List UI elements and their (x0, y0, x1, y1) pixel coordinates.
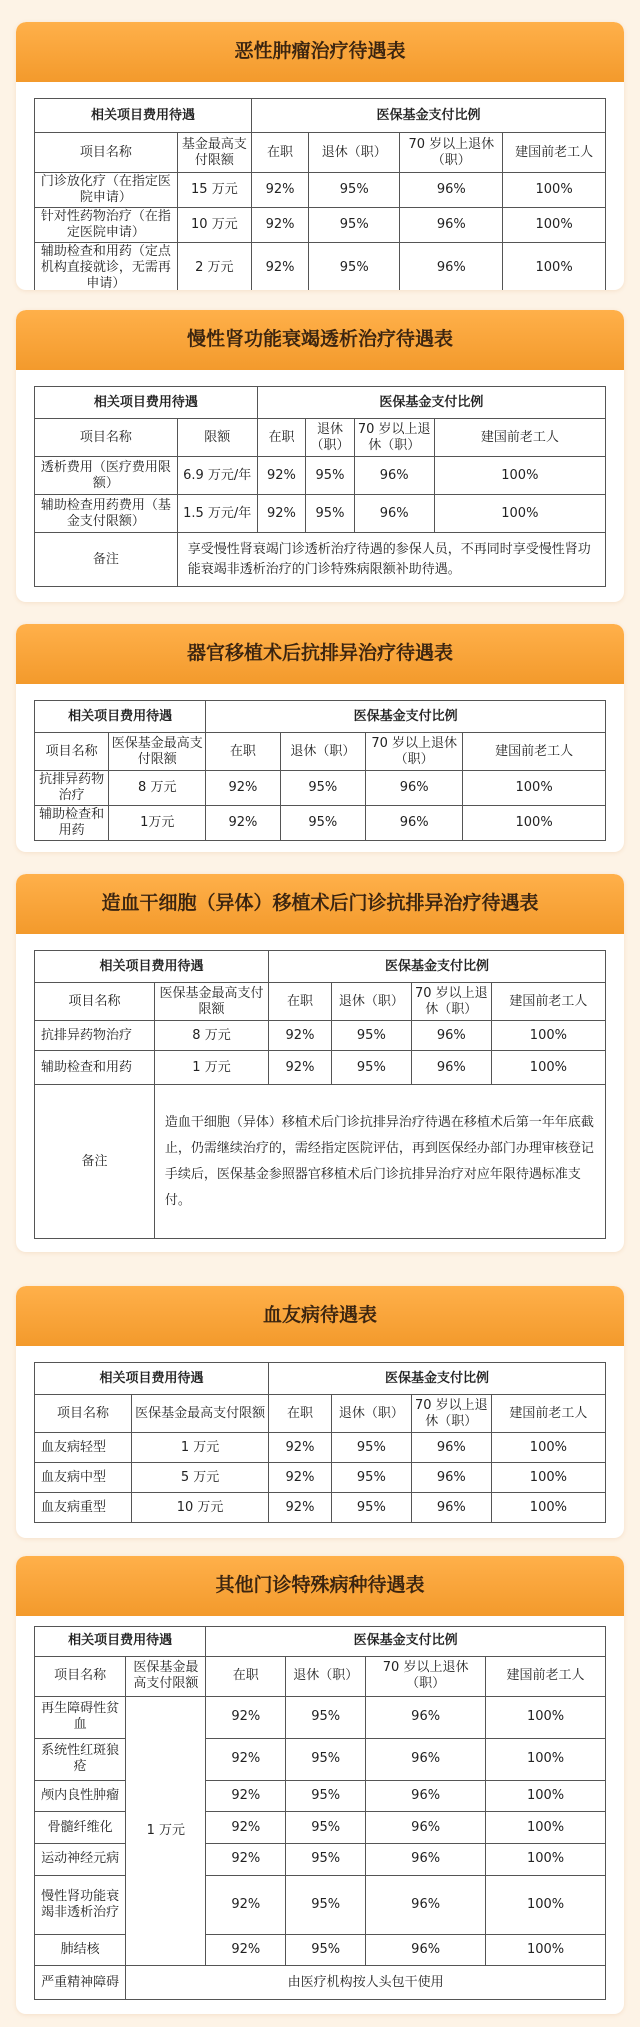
cell: 颅内良性肿瘤 (35, 1780, 126, 1812)
table-row (35, 771, 606, 806)
cell: 92% (206, 1844, 286, 1876)
cell: 92% (257, 457, 306, 495)
group-header-right: 医保基金支付比例 (269, 951, 606, 983)
cell: 针对性药物治疗（在指定医院申请） (35, 208, 178, 243)
column-header: 医保基金最高支付限额 (126, 1656, 206, 1696)
cell: 100% (503, 208, 606, 243)
cell: 92% (206, 1875, 286, 1934)
cell: 95% (306, 495, 355, 533)
cell: 92% (269, 1493, 332, 1523)
cell: 辅助检查和用药 (35, 1051, 155, 1085)
cell: 100% (486, 1738, 606, 1780)
cell: 10 万元 (177, 208, 251, 243)
cell: 血友病重型 (35, 1493, 132, 1523)
table-other-special-diseases (34, 1626, 606, 2000)
cell: 95% (280, 771, 366, 806)
column-header: 在职 (269, 983, 332, 1021)
cell: 100% (491, 1463, 605, 1493)
cell: 92% (269, 1051, 332, 1085)
card-other-special-diseases (16, 1556, 624, 2014)
group-header-left: 相关项目费用待遇 (35, 1363, 269, 1395)
column-header: 项目名称 (35, 983, 155, 1021)
card-title: 恶性肿瘤治疗待遇表 (16, 22, 624, 82)
cell: 95% (309, 243, 400, 291)
column-header: 医保基金最高支付限额 (109, 733, 206, 771)
cell: 96% (400, 243, 503, 291)
group-header-left: 相关项目费用待遇 (35, 701, 206, 733)
cell: 95% (309, 208, 400, 243)
table-row (35, 1780, 606, 1812)
cell: 92% (269, 1463, 332, 1493)
column-header: 退休（职） (331, 1395, 411, 1433)
column-header: 医保基金最高支付限额 (154, 983, 268, 1021)
table-row (35, 806, 606, 841)
cell: 95% (286, 1844, 366, 1876)
cell: 95% (331, 1051, 411, 1085)
column-header: 建国前老工人 (434, 419, 605, 457)
column-header: 70 岁以上退休（职） (411, 1395, 491, 1433)
cell: 95% (331, 1021, 411, 1051)
cell: 10 万元 (132, 1493, 269, 1523)
column-header: 项目名称 (35, 419, 178, 457)
column-header: 70 岁以上退休（职） (366, 1656, 486, 1696)
group-header-right: 医保基金支付比例 (206, 701, 606, 733)
card-organ-transplant (16, 624, 624, 852)
cell: 100% (463, 806, 606, 841)
cell: 96% (366, 1780, 486, 1812)
group-header-left: 相关项目费用待遇 (35, 951, 269, 983)
cell: 血友病中型 (35, 1463, 132, 1493)
group-header-right: 医保基金支付比例 (257, 387, 605, 419)
cell: 抗排异药物治疗 (35, 771, 109, 806)
cell: 95% (331, 1493, 411, 1523)
note-label: 备注 (35, 533, 178, 587)
cell: 96% (411, 1021, 491, 1051)
group-header-right: 医保基金支付比例 (269, 1363, 606, 1395)
cell: 辅助检查和用药 (35, 806, 109, 841)
card-title: 器官移植术后抗排异治疗待遇表 (16, 624, 624, 684)
table-organ-transplant (34, 700, 606, 841)
cell: 100% (491, 1433, 605, 1463)
cell: 92% (206, 806, 280, 841)
column-header: 基金最高支付限额 (177, 133, 251, 173)
table-row (35, 1021, 606, 1051)
cell: 100% (486, 1812, 606, 1844)
table-malignant-tumor (34, 98, 606, 290)
column-header: 建国前老工人 (491, 1395, 605, 1433)
table-row (35, 495, 606, 533)
column-header: 项目名称 (35, 733, 109, 771)
column-header: 在职 (206, 733, 280, 771)
table-row (35, 1875, 606, 1934)
cell: 100% (486, 1780, 606, 1812)
cell: 92% (269, 1021, 332, 1051)
cell: 100% (486, 1934, 606, 1966)
table-hemophilia (34, 1362, 606, 1523)
cell: 96% (411, 1493, 491, 1523)
column-header: 在职 (251, 133, 308, 173)
cell: 96% (354, 457, 434, 495)
cell: 100% (486, 1875, 606, 1934)
cell: 门诊放化疗（在指定医院申请） (35, 173, 178, 208)
note-text: 享受慢性肾衰竭门诊透析治疗待遇的参保人员，不再同时享受慢性肾功能衰竭非透析治疗的门诊特殊病限额补助待遇。 (177, 533, 605, 587)
column-header: 医保基金最高支付限额 (132, 1395, 269, 1433)
cell: 100% (434, 495, 605, 533)
cell: 8 万元 (154, 1021, 268, 1051)
cell: 100% (491, 1021, 605, 1051)
column-header: 在职 (257, 419, 306, 457)
cell: 血友病轻型 (35, 1433, 132, 1463)
card-hemophilia (16, 1286, 624, 1538)
cell: 1万元 (109, 806, 206, 841)
column-header: 70 岁以上退休（职） (400, 133, 503, 173)
cell: 92% (251, 243, 308, 291)
cell: 96% (411, 1463, 491, 1493)
table-row (35, 1812, 606, 1844)
cell: 抗排异药物治疗 (35, 1021, 155, 1051)
column-header: 项目名称 (35, 1656, 126, 1696)
table-row (35, 1966, 606, 2000)
table-row (35, 1433, 606, 1463)
table-row (35, 1844, 606, 1876)
cell: 96% (400, 208, 503, 243)
card-title: 慢性肾功能衰竭透析治疗待遇表 (16, 310, 624, 370)
table-row (35, 1051, 606, 1085)
cell: 92% (257, 495, 306, 533)
cell: 92% (206, 771, 280, 806)
cell: 96% (411, 1433, 491, 1463)
cell: 96% (400, 173, 503, 208)
column-header: 建国前老工人 (463, 733, 606, 771)
cell: 96% (366, 771, 463, 806)
card-title: 造血干细胞（异体）移植术后门诊抗排异治疗待遇表 (16, 874, 624, 934)
column-header: 限额 (177, 419, 257, 457)
table-stem-cell-transplant (34, 950, 606, 1239)
cell: 95% (286, 1812, 366, 1844)
cell: 100% (434, 457, 605, 495)
table-row (35, 533, 606, 587)
cell: 95% (309, 173, 400, 208)
table-row (35, 208, 606, 243)
cell: 92% (206, 1812, 286, 1844)
column-header: 在职 (269, 1395, 332, 1433)
table-row (35, 1934, 606, 1966)
column-header: 建国前老工人 (491, 983, 605, 1021)
group-header-left: 相关项目费用待遇 (35, 99, 252, 133)
cell: 95% (286, 1934, 366, 1966)
column-header: 70 岁以上退休（职） (366, 733, 463, 771)
cell: 1 万元 (154, 1051, 268, 1085)
cell: 96% (366, 1875, 486, 1934)
cell: 95% (286, 1875, 366, 1934)
cell: 100% (486, 1696, 606, 1738)
cell: 再生障碍性贫血 (35, 1696, 126, 1738)
cell: 严重精神障碍 (35, 1966, 126, 2000)
cell: 96% (366, 806, 463, 841)
table-row (35, 1696, 606, 1738)
note-text: 造血干细胞（异体）移植术后门诊抗排异治疗待遇在移植术后第一年年底截止，仍需继续治疗的，需经指定医院评估，再到医保经办部门办理审核登记手续后，医保基金参照器官移植术后门诊抗排异治疗对应年限待遇标准支付。 (154, 1085, 605, 1239)
column-header: 70 岁以上退休（职） (354, 419, 434, 457)
cell: 100% (503, 243, 606, 291)
card-title: 其他门诊特殊病种待遇表 (16, 1556, 624, 1616)
cell: 100% (463, 771, 606, 806)
column-header: 退休（职） (331, 983, 411, 1021)
table-row (35, 243, 606, 291)
cell: 92% (206, 1738, 286, 1780)
cell: 95% (331, 1463, 411, 1493)
cell: 辅助检查用药费用（基金支付限额） (35, 495, 178, 533)
cell: 92% (251, 173, 308, 208)
cell: 95% (280, 806, 366, 841)
table-row (35, 1463, 606, 1493)
cell: 92% (269, 1433, 332, 1463)
column-header: 建国前老工人 (503, 133, 606, 173)
table-row (35, 1085, 606, 1239)
cell: 系统性红斑狼疮 (35, 1738, 126, 1780)
cell: 辅助检查和用药（定点机构直接就诊，无需再申请） (35, 243, 178, 291)
cell: 96% (366, 1696, 486, 1738)
cell: 92% (206, 1934, 286, 1966)
column-header: 退休（职） (280, 733, 366, 771)
column-header: 项目名称 (35, 1395, 132, 1433)
column-header: 退休（职） (309, 133, 400, 173)
group-header-left: 相关项目费用待遇 (35, 1627, 206, 1657)
table-row (35, 1493, 606, 1523)
cell: 骨髓纤维化 (35, 1812, 126, 1844)
cell: 100% (491, 1493, 605, 1523)
cell: 5 万元 (132, 1463, 269, 1493)
cell: 96% (366, 1934, 486, 1966)
cell: 92% (206, 1696, 286, 1738)
shared-limit-cell: 1 万元 (126, 1696, 206, 1966)
card-title: 血友病待遇表 (16, 1286, 624, 1346)
cell: 15 万元 (177, 173, 251, 208)
cell: 8 万元 (109, 771, 206, 806)
column-header: 建国前老工人 (486, 1656, 606, 1696)
group-header-right: 医保基金支付比例 (251, 99, 605, 133)
cell: 1 万元 (132, 1433, 269, 1463)
column-header: 退休（职） (286, 1656, 366, 1696)
group-header-left: 相关项目费用待遇 (35, 387, 258, 419)
cell: 96% (354, 495, 434, 533)
cell: 96% (366, 1812, 486, 1844)
column-header: 退休（职） (306, 419, 355, 457)
cell: 100% (503, 173, 606, 208)
cell: 2 万元 (177, 243, 251, 291)
column-header: 在职 (206, 1656, 286, 1696)
cell: 由医疗机构按人头包干使用 (126, 1966, 606, 2000)
cell: 95% (286, 1696, 366, 1738)
cell: 92% (206, 1780, 286, 1812)
cell: 100% (486, 1844, 606, 1876)
cell: 96% (366, 1738, 486, 1780)
table-row (35, 457, 606, 495)
cell: 95% (286, 1738, 366, 1780)
cell: 1.5 万元/年 (177, 495, 257, 533)
table-row (35, 1738, 606, 1780)
cell: 100% (491, 1051, 605, 1085)
cell: 95% (331, 1433, 411, 1463)
column-header: 项目名称 (35, 133, 178, 173)
table-renal-dialysis (34, 386, 606, 587)
cell: 96% (366, 1844, 486, 1876)
table-row (35, 173, 606, 208)
cell: 透析费用（医疗费用限额） (35, 457, 178, 495)
cell: 96% (411, 1051, 491, 1085)
note-label: 备注 (35, 1085, 155, 1239)
card-renal-dialysis (16, 310, 624, 602)
group-header-right: 医保基金支付比例 (206, 1627, 606, 1657)
cell: 肺结核 (35, 1934, 126, 1966)
card-malignant-tumor (16, 22, 624, 290)
card-stem-cell-transplant (16, 874, 624, 1252)
cell: 运动神经元病 (35, 1844, 126, 1876)
cell: 6.9 万元/年 (177, 457, 257, 495)
cell: 95% (306, 457, 355, 495)
cell: 95% (286, 1780, 366, 1812)
cell: 慢性肾功能衰竭非透析治疗 (35, 1875, 126, 1934)
cell: 92% (251, 208, 308, 243)
column-header: 70 岁以上退休（职） (411, 983, 491, 1021)
